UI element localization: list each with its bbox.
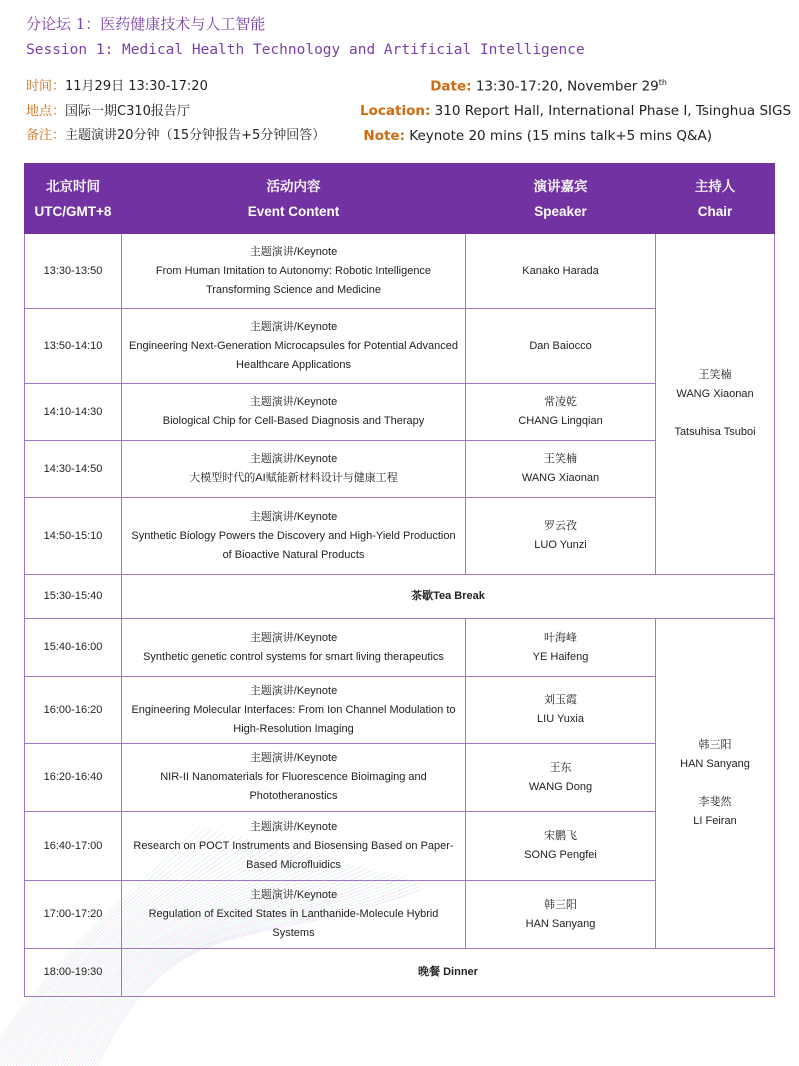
table-row-break	[25, 575, 775, 619]
time-value: 11月29日 13:30-17:20	[65, 79, 208, 94]
row-time: 14:30-14:50	[25, 441, 122, 498]
location-label: 地点：	[26, 103, 66, 119]
header-chair-en: Chair	[697, 203, 733, 219]
event-type: 主题演讲/Keynote	[249, 684, 338, 697]
header-time	[25, 164, 122, 234]
event-title: From Human Imitation to Autonomy: Robotic Intelligence Transforming Science and Medicine	[155, 264, 432, 296]
info-cn-note	[26, 124, 325, 149]
event-title: Biological Chip for Cell-Based Diagnosis and Therapy	[162, 415, 425, 427]
chair-cell-1	[656, 234, 775, 575]
speaker-en: WANG Dong	[528, 780, 593, 793]
speaker-en: LUO Yunzi	[534, 539, 587, 551]
location-value: 国际一期C310报告厅	[65, 103, 190, 119]
row-time: 13:50-14:10	[25, 309, 122, 384]
time-label: 时间：	[26, 79, 66, 94]
row-event	[122, 441, 466, 498]
row-speaker	[466, 498, 656, 575]
event-type: 主题演讲/Keynote	[249, 396, 338, 408]
location-value-en: 310 Report Hall, International Phase I, Tsinghua SIGS	[434, 103, 792, 119]
speaker-cn: 叶海峰	[544, 631, 577, 644]
event-title: Synthetic genetic control systems for smart living therapeutics	[143, 650, 444, 663]
page-title-en: Session 1: Medical Health Technology and Artificial Intelligence	[26, 42, 585, 58]
date-value: 13:30-17:20, November 29	[475, 78, 659, 95]
date-label: Date:	[430, 78, 472, 95]
info-cn	[26, 75, 325, 149]
info-en-location	[360, 99, 792, 124]
event-title: Engineering Molecular Interfaces: From Ion Channel Modulation to High-Resolution Imaging	[131, 703, 456, 735]
header-time-cn: 北京时间	[46, 178, 100, 194]
event-title: NIR-II Nanomaterials for Fluorescence Bioimaging and Phototheranostics	[160, 771, 427, 802]
event-title: Engineering Next-Generation Microcapsules for Potential Advanced Healthcare Applications	[129, 339, 458, 371]
speaker-en: LIU Yuxia	[537, 713, 584, 725]
event-title: 大模型时代的AI赋能新材料设计与健康工程	[189, 472, 398, 484]
note-value-en: Keynote 20 mins (15 mins talk+5 mins Q&A)	[409, 127, 712, 144]
speaker-cn: 宋鹏飞	[544, 830, 577, 842]
row-event	[122, 881, 466, 949]
event-title: Research on POCT Instruments and Biosensing Based on Paper-Based Microfluidics	[133, 839, 454, 871]
speaker-cn: 常凌乾	[544, 396, 577, 408]
chair-1-cn: 王笑楠	[698, 369, 732, 381]
event-type: 主题演讲/Keynote	[249, 453, 338, 465]
event-type: 主题演讲/Keynote	[249, 752, 338, 764]
row-speaker	[466, 881, 656, 949]
row-time: 15:30-15:40	[25, 575, 122, 619]
chair-cell-2	[656, 619, 775, 949]
table-row	[25, 234, 775, 309]
chair-3-en: LI Feiran	[693, 815, 737, 827]
row-speaker	[466, 619, 656, 677]
page-title-cn: 分论坛 1：医药健康技术与人工智能	[26, 15, 266, 33]
row-time: 16:40-17:00	[25, 812, 122, 881]
header-speaker-en: Speaker	[534, 203, 587, 219]
row-speaker	[466, 744, 656, 812]
event-type: 主题演讲/Keynote	[249, 820, 338, 833]
note-label: 备注：	[26, 128, 66, 143]
header-event	[122, 164, 466, 234]
row-time: 18:00-19:30	[25, 949, 122, 997]
speaker-cn: 王笑楠	[544, 453, 577, 465]
row-speaker	[466, 677, 656, 744]
header-time-en: UTC/GMT+8	[34, 203, 112, 219]
row-speaker	[466, 812, 656, 881]
event-type: 主题演讲/Keynote	[249, 320, 338, 333]
header-speaker	[466, 164, 656, 234]
note-value: 主题演讲20分钟（15分钟报告+5分钟回答）	[65, 128, 326, 143]
header-event-en: Event Content	[247, 203, 340, 219]
table-header-row	[25, 164, 775, 234]
row-event	[122, 384, 466, 441]
speaker-cn: 罗云孜	[544, 520, 577, 532]
row-speaker	[466, 309, 656, 384]
event-title: Regulation of Excited States in Lanthanide-Molecule Hybrid Systems	[148, 908, 439, 939]
chair-2-cn: 韩三阳	[698, 739, 732, 751]
speaker-en: YE Haifeng	[532, 650, 589, 663]
info-en-date	[360, 71, 775, 99]
info-cn-time	[26, 75, 325, 100]
speaker-en: HAN Sanyang	[525, 917, 596, 930]
row-time: 14:10-14:30	[25, 384, 122, 441]
speaker-cn: 韩三阳	[544, 898, 577, 911]
row-speaker	[466, 384, 656, 441]
event-type: 主题演讲/Keynote	[249, 245, 338, 258]
info-en-note	[360, 124, 775, 149]
row-event	[122, 234, 466, 309]
chair-1-second: Tatsuhisa Tsuboi	[674, 426, 756, 438]
speaker-cn: 刘玉霞	[544, 694, 577, 706]
header-event-cn: 活动内容	[266, 178, 321, 194]
row-time: 14:50-15:10	[25, 498, 122, 575]
dinner-cell: 晚餐 Dinner	[122, 949, 775, 997]
tea-break-cell: 茶歇Tea Break	[122, 575, 775, 619]
chair-3-cn: 李斐然	[698, 796, 732, 808]
row-event	[122, 744, 466, 812]
header-chair-cn: 主持人	[694, 178, 736, 194]
row-time: 16:00-16:20	[25, 677, 122, 744]
row-event	[122, 619, 466, 677]
speaker-en: SONG Pengfei	[524, 849, 597, 861]
note-label-en: Note:	[363, 127, 405, 144]
info-en	[360, 71, 792, 148]
row-event	[122, 812, 466, 881]
table-row	[25, 619, 775, 677]
row-time: 15:40-16:00	[25, 619, 122, 677]
chair-1-en: WANG Xiaonan	[676, 388, 754, 400]
row-time: 17:00-17:20	[25, 881, 122, 949]
speaker-en: WANG Xiaonan	[521, 472, 600, 484]
event-type: 主题演讲/Keynote	[249, 510, 338, 523]
speaker-en: CHANG Lingqian	[518, 415, 603, 427]
table-row-dinner	[25, 949, 775, 997]
info-cn-location	[26, 100, 325, 125]
speaker-en: Dan Baiocco	[529, 339, 592, 352]
row-event	[122, 309, 466, 384]
row-time: 13:30-13:50	[25, 234, 122, 309]
location-label-en: Location:	[360, 103, 431, 119]
speaker-en: Kanako Harada	[522, 264, 599, 277]
header-speaker-cn: 演讲嘉宾	[533, 178, 588, 194]
chair-2-en: HAN Sanyang	[680, 758, 750, 770]
row-speaker	[466, 441, 656, 498]
event-title: Synthetic Biology Powers the Discovery and High-Yield Production of Bioactive Natural Products	[131, 529, 456, 561]
header-chair	[656, 164, 775, 234]
row-time: 16:20-16:40	[25, 744, 122, 812]
event-type: 主题演讲/Keynote	[249, 889, 338, 901]
event-type: 主题演讲/Keynote	[249, 631, 338, 644]
schedule-table	[24, 163, 775, 997]
row-event	[122, 677, 466, 744]
row-event	[122, 498, 466, 575]
date-sup: th	[658, 78, 667, 87]
speaker-cn: 王东	[549, 761, 572, 774]
row-speaker	[466, 234, 656, 309]
